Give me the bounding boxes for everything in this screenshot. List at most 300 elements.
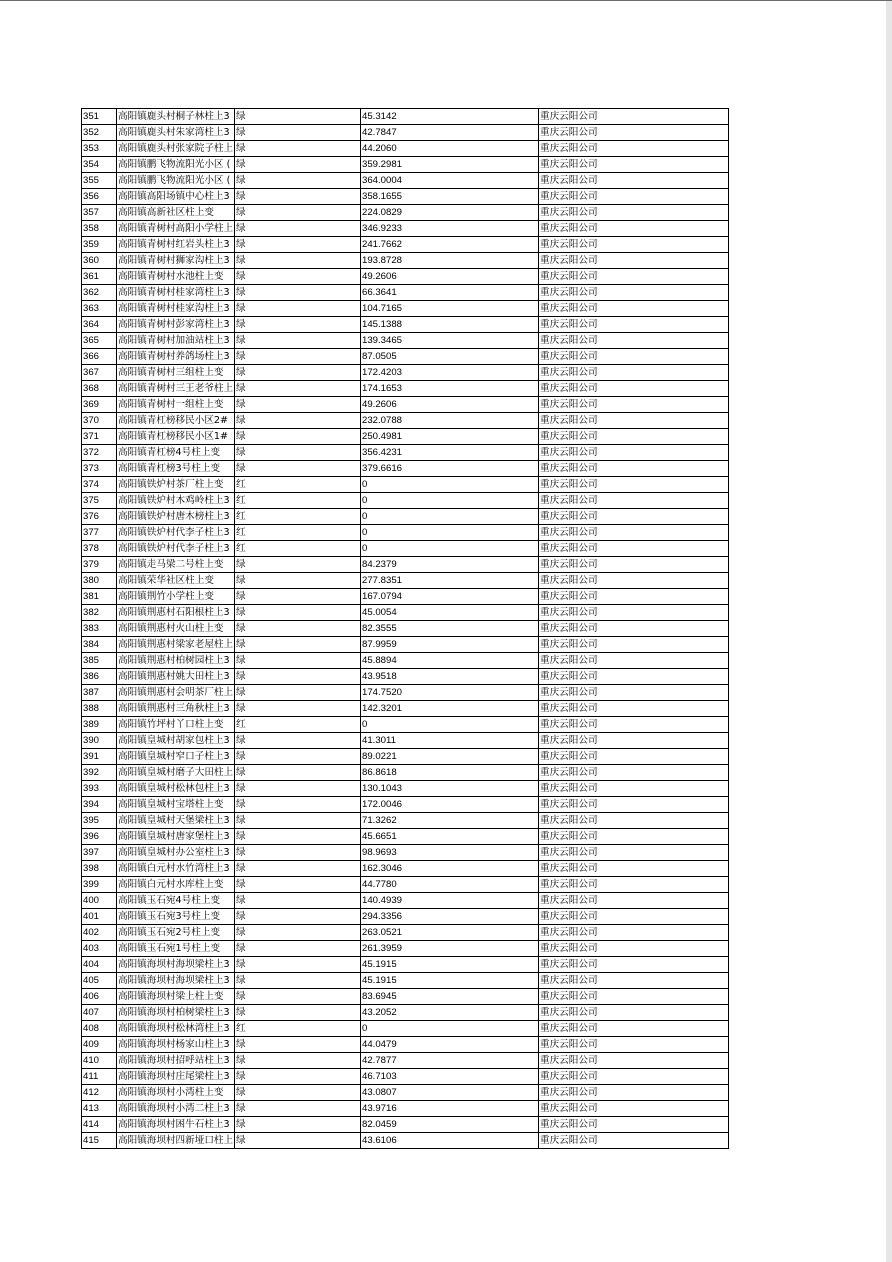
company-cell: 重庆云阳公司 bbox=[539, 317, 729, 333]
row-number-cell: 387 bbox=[82, 685, 117, 701]
table-row bbox=[82, 1053, 729, 1069]
status-color-cell: 绿 bbox=[235, 1053, 361, 1069]
transformer-name-cell: 高阳镇青树村养鸽场柱上3 bbox=[117, 349, 235, 365]
row-number-cell: 400 bbox=[82, 893, 117, 909]
company-cell: 重庆云阳公司 bbox=[539, 253, 729, 269]
row-number-cell: 365 bbox=[82, 333, 117, 349]
status-color-cell: 绿 bbox=[235, 589, 361, 605]
status-color-cell: 绿 bbox=[235, 621, 361, 637]
company-cell: 重庆云阳公司 bbox=[539, 333, 729, 349]
company-cell: 重庆云阳公司 bbox=[539, 189, 729, 205]
status-color-cell: 绿 bbox=[235, 445, 361, 461]
company-cell: 重庆云阳公司 bbox=[539, 1053, 729, 1069]
company-cell: 重庆云阳公司 bbox=[539, 781, 729, 797]
transformer-name-cell: 高阳镇海坝村小湾柱上变 bbox=[117, 1085, 235, 1101]
table-row bbox=[82, 1085, 729, 1101]
company-cell: 重庆云阳公司 bbox=[539, 173, 729, 189]
table-row bbox=[82, 877, 729, 893]
load-value-cell: 174.1653 bbox=[361, 381, 539, 397]
table-row bbox=[82, 445, 729, 461]
row-number-cell: 385 bbox=[82, 653, 117, 669]
row-number-cell: 357 bbox=[82, 205, 117, 221]
row-number-cell: 367 bbox=[82, 365, 117, 381]
table-row bbox=[82, 653, 729, 669]
row-number-cell: 368 bbox=[82, 381, 117, 397]
row-number-cell: 407 bbox=[82, 1005, 117, 1021]
row-number-cell: 377 bbox=[82, 525, 117, 541]
load-value-cell: 45.0054 bbox=[361, 605, 539, 621]
transformer-name-cell: 高阳镇高新社区柱上变 bbox=[117, 205, 235, 221]
table-row bbox=[82, 509, 729, 525]
status-color-cell: 绿 bbox=[235, 925, 361, 941]
table-row bbox=[82, 269, 729, 285]
company-cell: 重庆云阳公司 bbox=[539, 765, 729, 781]
status-color-cell: 绿 bbox=[235, 1069, 361, 1085]
load-value-cell: 43.6106 bbox=[361, 1133, 539, 1149]
transformer-name-cell: 高阳镇皇城村窄口子柱上3 bbox=[117, 749, 235, 765]
company-cell: 重庆云阳公司 bbox=[539, 397, 729, 413]
transformer-name-cell: 高阳镇青杠榜移民小区2# bbox=[117, 413, 235, 429]
company-cell: 重庆云阳公司 bbox=[539, 653, 729, 669]
table-row bbox=[82, 221, 729, 237]
row-number-cell: 403 bbox=[82, 941, 117, 957]
load-value-cell: 45.3142 bbox=[361, 109, 539, 125]
table-row bbox=[82, 205, 729, 221]
status-color-cell: 绿 bbox=[235, 429, 361, 445]
row-number-cell: 414 bbox=[82, 1117, 117, 1133]
load-value-cell: 84.2379 bbox=[361, 557, 539, 573]
status-color-cell: 绿 bbox=[235, 637, 361, 653]
table-row bbox=[82, 365, 729, 381]
table-row bbox=[82, 397, 729, 413]
company-cell: 重庆云阳公司 bbox=[539, 125, 729, 141]
table-row bbox=[82, 189, 729, 205]
table-row bbox=[82, 237, 729, 253]
load-value-cell: 379.6616 bbox=[361, 461, 539, 477]
status-color-cell: 绿 bbox=[235, 557, 361, 573]
transformer-name-cell: 高阳镇鹏飞物流阳光小区 ( bbox=[117, 157, 235, 173]
status-color-cell: 绿 bbox=[235, 1085, 361, 1101]
status-color-cell: 绿 bbox=[235, 989, 361, 1005]
transformer-name-cell: 高阳镇皇城村办公室柱上3 bbox=[117, 845, 235, 861]
transformer-name-cell: 高阳镇海坝村四新垭口柱上 bbox=[117, 1133, 235, 1149]
load-value-cell: 358.1655 bbox=[361, 189, 539, 205]
transformer-name-cell: 高阳镇玉石宛2号柱上变 bbox=[117, 925, 235, 941]
table-row bbox=[82, 733, 729, 749]
company-cell: 重庆云阳公司 bbox=[539, 221, 729, 237]
load-value-cell: 224.0829 bbox=[361, 205, 539, 221]
transformer-name-cell: 高阳镇走马梁二号柱上变 bbox=[117, 557, 235, 573]
company-cell: 重庆云阳公司 bbox=[539, 573, 729, 589]
status-color-cell: 绿 bbox=[235, 141, 361, 157]
status-color-cell: 绿 bbox=[235, 973, 361, 989]
table-row bbox=[82, 893, 729, 909]
row-number-cell: 401 bbox=[82, 909, 117, 925]
status-color-cell: 红 bbox=[235, 717, 361, 733]
transformer-name-cell: 高阳镇海坝村松林湾柱上3 bbox=[117, 1021, 235, 1037]
load-value-cell: 66.3641 bbox=[361, 285, 539, 301]
row-number-cell: 353 bbox=[82, 141, 117, 157]
company-cell: 重庆云阳公司 bbox=[539, 381, 729, 397]
row-number-cell: 409 bbox=[82, 1037, 117, 1053]
company-cell: 重庆云阳公司 bbox=[539, 477, 729, 493]
company-cell: 重庆云阳公司 bbox=[539, 605, 729, 621]
load-value-cell: 167.0794 bbox=[361, 589, 539, 605]
row-number-cell: 355 bbox=[82, 173, 117, 189]
status-color-cell: 绿 bbox=[235, 317, 361, 333]
table-row bbox=[82, 525, 729, 541]
table-row bbox=[82, 925, 729, 941]
load-value-cell: 44.0479 bbox=[361, 1037, 539, 1053]
transformer-name-cell: 高阳镇荆惠村姚大田柱上3 bbox=[117, 669, 235, 685]
status-color-cell: 绿 bbox=[235, 605, 361, 621]
status-color-cell: 绿 bbox=[235, 877, 361, 893]
transformer-name-cell: 高阳镇鹿头村朱家湾柱上3 bbox=[117, 125, 235, 141]
status-color-cell: 绿 bbox=[235, 109, 361, 125]
table-row bbox=[82, 765, 729, 781]
company-cell: 重庆云阳公司 bbox=[539, 733, 729, 749]
load-value-cell: 49.2606 bbox=[361, 269, 539, 285]
status-color-cell: 绿 bbox=[235, 733, 361, 749]
load-value-cell: 172.4203 bbox=[361, 365, 539, 381]
transformer-name-cell: 高阳镇青树村水池柱上变 bbox=[117, 269, 235, 285]
transformer-name-cell: 高阳镇荆惠村会明茶厂柱上 bbox=[117, 685, 235, 701]
row-number-cell: 372 bbox=[82, 445, 117, 461]
table-row bbox=[82, 285, 729, 301]
company-cell: 重庆云阳公司 bbox=[539, 429, 729, 445]
transformer-name-cell: 高阳镇青树村彭家湾柱上3 bbox=[117, 317, 235, 333]
load-value-cell: 174.7520 bbox=[361, 685, 539, 701]
transformer-name-cell: 高阳镇皇城村天堡梁柱上3 bbox=[117, 813, 235, 829]
company-cell: 重庆云阳公司 bbox=[539, 941, 729, 957]
transformer-name-cell: 高阳镇青树村桂家湾柱上3 bbox=[117, 285, 235, 301]
load-value-cell: 0 bbox=[361, 493, 539, 509]
status-color-cell: 绿 bbox=[235, 333, 361, 349]
company-cell: 重庆云阳公司 bbox=[539, 365, 729, 381]
table-row bbox=[82, 461, 729, 477]
load-value-cell: 43.2052 bbox=[361, 1005, 539, 1021]
status-color-cell: 绿 bbox=[235, 813, 361, 829]
load-value-cell: 44.7780 bbox=[361, 877, 539, 893]
load-value-cell: 145.1388 bbox=[361, 317, 539, 333]
table-row bbox=[82, 957, 729, 973]
transformer-name-cell: 高阳镇海坝村杨家山柱上3 bbox=[117, 1037, 235, 1053]
load-value-cell: 71.3262 bbox=[361, 813, 539, 829]
transformer-name-cell: 高阳镇海坝村梁上柱上变 bbox=[117, 989, 235, 1005]
company-cell: 重庆云阳公司 bbox=[539, 157, 729, 173]
table-row bbox=[82, 861, 729, 877]
transformer-name-cell: 高阳镇荆竹小学柱上变 bbox=[117, 589, 235, 605]
company-cell: 重庆云阳公司 bbox=[539, 461, 729, 477]
company-cell: 重庆云阳公司 bbox=[539, 1069, 729, 1085]
load-value-cell: 42.7847 bbox=[361, 125, 539, 141]
table-row bbox=[82, 301, 729, 317]
transformer-name-cell: 高阳镇荆惠村柏树园柱上3 bbox=[117, 653, 235, 669]
table-row bbox=[82, 109, 729, 125]
transformer-name-cell: 高阳镇青杠榜3号柱上变 bbox=[117, 461, 235, 477]
company-cell: 重庆云阳公司 bbox=[539, 301, 729, 317]
transformer-name-cell: 高阳镇铁炉村代李子柱上3 bbox=[117, 541, 235, 557]
table-row bbox=[82, 349, 729, 365]
transformer-name-cell: 高阳镇青树村一组柱上变 bbox=[117, 397, 235, 413]
table-row bbox=[82, 413, 729, 429]
status-color-cell: 绿 bbox=[235, 285, 361, 301]
transformer-name-cell: 高阳镇铁炉村茶厂柱上变 bbox=[117, 477, 235, 493]
load-value-cell: 41.3011 bbox=[361, 733, 539, 749]
status-color-cell: 绿 bbox=[235, 845, 361, 861]
row-number-cell: 362 bbox=[82, 285, 117, 301]
status-color-cell: 绿 bbox=[235, 685, 361, 701]
load-value-cell: 359.2981 bbox=[361, 157, 539, 173]
transformer-name-cell: 高阳镇海坝村柏树梁柱上3 bbox=[117, 1005, 235, 1021]
status-color-cell: 绿 bbox=[235, 205, 361, 221]
transformer-name-cell: 高阳镇海坝村海坝梁柱上3 bbox=[117, 957, 235, 973]
table-row bbox=[82, 141, 729, 157]
company-cell: 重庆云阳公司 bbox=[539, 349, 729, 365]
table-row bbox=[82, 845, 729, 861]
table-row bbox=[82, 813, 729, 829]
load-value-cell: 241.7662 bbox=[361, 237, 539, 253]
company-cell: 重庆云阳公司 bbox=[539, 861, 729, 877]
load-value-cell: 193.8728 bbox=[361, 253, 539, 269]
load-value-cell: 139.3465 bbox=[361, 333, 539, 349]
row-number-cell: 378 bbox=[82, 541, 117, 557]
table-row bbox=[82, 973, 729, 989]
load-value-cell: 104.7165 bbox=[361, 301, 539, 317]
table-row bbox=[82, 781, 729, 797]
row-number-cell: 382 bbox=[82, 605, 117, 621]
company-cell: 重庆云阳公司 bbox=[539, 877, 729, 893]
row-number-cell: 413 bbox=[82, 1101, 117, 1117]
transformer-name-cell: 高阳镇海坝村小湾二柱上3 bbox=[117, 1101, 235, 1117]
row-number-cell: 381 bbox=[82, 589, 117, 605]
transformer-name-cell: 高阳镇青树村桂家沟柱上3 bbox=[117, 301, 235, 317]
company-cell: 重庆云阳公司 bbox=[539, 509, 729, 525]
status-color-cell: 绿 bbox=[235, 909, 361, 925]
row-number-cell: 399 bbox=[82, 877, 117, 893]
table-row bbox=[82, 1101, 729, 1117]
transformer-name-cell: 高阳镇皇城村胡家包柱上3 bbox=[117, 733, 235, 749]
status-color-cell: 绿 bbox=[235, 413, 361, 429]
row-number-cell: 354 bbox=[82, 157, 117, 173]
row-number-cell: 389 bbox=[82, 717, 117, 733]
row-number-cell: 363 bbox=[82, 301, 117, 317]
load-value-cell: 89.0221 bbox=[361, 749, 539, 765]
company-cell: 重庆云阳公司 bbox=[539, 637, 729, 653]
load-value-cell: 0 bbox=[361, 541, 539, 557]
transformer-name-cell: 高阳镇玉石宛3号柱上变 bbox=[117, 909, 235, 925]
row-number-cell: 388 bbox=[82, 701, 117, 717]
transformer-name-cell: 高阳镇皇城村宝塔柱上变 bbox=[117, 797, 235, 813]
row-number-cell: 411 bbox=[82, 1069, 117, 1085]
row-number-cell: 415 bbox=[82, 1133, 117, 1149]
table-row bbox=[82, 381, 729, 397]
company-cell: 重庆云阳公司 bbox=[539, 701, 729, 717]
company-cell: 重庆云阳公司 bbox=[539, 557, 729, 573]
transformer-name-cell: 高阳镇鹿头村张家院子柱上 bbox=[117, 141, 235, 157]
transformer-name-cell: 高阳镇铁炉村唐木榜柱上3 bbox=[117, 509, 235, 525]
company-cell: 重庆云阳公司 bbox=[539, 237, 729, 253]
load-value-cell: 0 bbox=[361, 717, 539, 733]
row-number-cell: 391 bbox=[82, 749, 117, 765]
status-color-cell: 绿 bbox=[235, 349, 361, 365]
status-color-cell: 绿 bbox=[235, 1117, 361, 1133]
load-value-cell: 43.0807 bbox=[361, 1085, 539, 1101]
status-color-cell: 绿 bbox=[235, 765, 361, 781]
status-color-cell: 绿 bbox=[235, 365, 361, 381]
status-color-cell: 红 bbox=[235, 477, 361, 493]
company-cell: 重庆云阳公司 bbox=[539, 797, 729, 813]
status-color-cell: 绿 bbox=[235, 237, 361, 253]
status-color-cell: 绿 bbox=[235, 893, 361, 909]
table-row bbox=[82, 1117, 729, 1133]
load-value-cell: 0 bbox=[361, 477, 539, 493]
load-value-cell: 130.1043 bbox=[361, 781, 539, 797]
company-cell: 重庆云阳公司 bbox=[539, 1085, 729, 1101]
row-number-cell: 402 bbox=[82, 925, 117, 941]
status-color-cell: 红 bbox=[235, 1021, 361, 1037]
table-row bbox=[82, 125, 729, 141]
company-cell: 重庆云阳公司 bbox=[539, 669, 729, 685]
company-cell: 重庆云阳公司 bbox=[539, 973, 729, 989]
load-value-cell: 45.8894 bbox=[361, 653, 539, 669]
row-number-cell: 373 bbox=[82, 461, 117, 477]
load-value-cell: 82.0459 bbox=[361, 1117, 539, 1133]
load-value-cell: 87.0505 bbox=[361, 349, 539, 365]
status-color-cell: 红 bbox=[235, 525, 361, 541]
table-row bbox=[82, 605, 729, 621]
table-row bbox=[82, 477, 729, 493]
load-value-cell: 49.2606 bbox=[361, 397, 539, 413]
status-color-cell: 绿 bbox=[235, 397, 361, 413]
row-number-cell: 370 bbox=[82, 413, 117, 429]
status-color-cell: 红 bbox=[235, 541, 361, 557]
table-row bbox=[82, 1069, 729, 1085]
company-cell: 重庆云阳公司 bbox=[539, 1021, 729, 1037]
status-color-cell: 绿 bbox=[235, 125, 361, 141]
row-number-cell: 374 bbox=[82, 477, 117, 493]
table-row bbox=[82, 541, 729, 557]
row-number-cell: 404 bbox=[82, 957, 117, 973]
load-value-cell: 263.0521 bbox=[361, 925, 539, 941]
row-number-cell: 397 bbox=[82, 845, 117, 861]
table-row bbox=[82, 317, 729, 333]
transformer-name-cell: 高阳镇青树村加油站柱上3 bbox=[117, 333, 235, 349]
status-color-cell: 红 bbox=[235, 509, 361, 525]
transformer-name-cell: 高阳镇玉石宛1号柱上变 bbox=[117, 941, 235, 957]
row-number-cell: 371 bbox=[82, 429, 117, 445]
status-color-cell: 绿 bbox=[235, 797, 361, 813]
company-cell: 重庆云阳公司 bbox=[539, 1005, 729, 1021]
load-value-cell: 232.0788 bbox=[361, 413, 539, 429]
transformer-name-cell: 高阳镇皇城村唐家堡柱上3 bbox=[117, 829, 235, 845]
table-row bbox=[82, 493, 729, 509]
status-color-cell: 绿 bbox=[235, 189, 361, 205]
table-row bbox=[82, 557, 729, 573]
table-row bbox=[82, 1133, 729, 1149]
transformer-name-cell: 高阳镇高阳场镇中心柱上3 bbox=[117, 189, 235, 205]
row-number-cell: 376 bbox=[82, 509, 117, 525]
status-color-cell: 绿 bbox=[235, 221, 361, 237]
company-cell: 重庆云阳公司 bbox=[539, 925, 729, 941]
row-number-cell: 405 bbox=[82, 973, 117, 989]
company-cell: 重庆云阳公司 bbox=[539, 413, 729, 429]
table-row bbox=[82, 1021, 729, 1037]
table-row bbox=[82, 749, 729, 765]
load-value-cell: 356.4231 bbox=[361, 445, 539, 461]
row-number-cell: 406 bbox=[82, 989, 117, 1005]
company-cell: 重庆云阳公司 bbox=[539, 685, 729, 701]
row-number-cell: 393 bbox=[82, 781, 117, 797]
table-row bbox=[82, 685, 729, 701]
status-color-cell: 绿 bbox=[235, 173, 361, 189]
transformer-name-cell: 高阳镇荆惠村火山柱上变 bbox=[117, 621, 235, 637]
row-number-cell: 364 bbox=[82, 317, 117, 333]
transformer-name-cell: 高阳镇荆惠村梁家老屋柱上 bbox=[117, 637, 235, 653]
company-cell: 重庆云阳公司 bbox=[539, 493, 729, 509]
table-row bbox=[82, 429, 729, 445]
status-color-cell: 绿 bbox=[235, 269, 361, 285]
table-row bbox=[82, 637, 729, 653]
load-value-cell: 277.8351 bbox=[361, 573, 539, 589]
status-color-cell: 绿 bbox=[235, 861, 361, 877]
row-number-cell: 359 bbox=[82, 237, 117, 253]
table-row bbox=[82, 333, 729, 349]
row-number-cell: 383 bbox=[82, 621, 117, 637]
transformer-name-cell: 高阳镇青树村三王老爷柱上 bbox=[117, 381, 235, 397]
table-row bbox=[82, 909, 729, 925]
load-value-cell: 162.3046 bbox=[361, 861, 539, 877]
load-value-cell: 42.7877 bbox=[361, 1053, 539, 1069]
company-cell: 重庆云阳公司 bbox=[539, 829, 729, 845]
status-color-cell: 绿 bbox=[235, 1101, 361, 1117]
load-value-cell: 0 bbox=[361, 1021, 539, 1037]
load-value-cell: 45.1915 bbox=[361, 973, 539, 989]
company-cell: 重庆云阳公司 bbox=[539, 813, 729, 829]
company-cell: 重庆云阳公司 bbox=[539, 205, 729, 221]
transformer-name-cell: 高阳镇荆惠村石阳根柱上3 bbox=[117, 605, 235, 621]
company-cell: 重庆云阳公司 bbox=[539, 525, 729, 541]
status-color-cell: 红 bbox=[235, 493, 361, 509]
load-value-cell: 250.4981 bbox=[361, 429, 539, 445]
row-number-cell: 386 bbox=[82, 669, 117, 685]
table-row bbox=[82, 829, 729, 845]
row-number-cell: 360 bbox=[82, 253, 117, 269]
company-cell: 重庆云阳公司 bbox=[539, 1133, 729, 1149]
transformer-name-cell: 高阳镇青树村红岩头柱上3 bbox=[117, 237, 235, 253]
status-color-cell: 绿 bbox=[235, 701, 361, 717]
company-cell: 重庆云阳公司 bbox=[539, 541, 729, 557]
load-value-cell: 44.2060 bbox=[361, 141, 539, 157]
row-number-cell: 351 bbox=[82, 109, 117, 125]
company-cell: 重庆云阳公司 bbox=[539, 269, 729, 285]
transformer-name-cell: 高阳镇海坝村庄尾梁柱上3 bbox=[117, 1069, 235, 1085]
row-number-cell: 352 bbox=[82, 125, 117, 141]
table-row bbox=[82, 701, 729, 717]
row-number-cell: 358 bbox=[82, 221, 117, 237]
table-row bbox=[82, 253, 729, 269]
transformer-name-cell: 高阳镇海坝村招呼站柱上3 bbox=[117, 1053, 235, 1069]
company-cell: 重庆云阳公司 bbox=[539, 445, 729, 461]
load-value-cell: 45.1915 bbox=[361, 957, 539, 973]
company-cell: 重庆云阳公司 bbox=[539, 589, 729, 605]
transformer-name-cell: 高阳镇青树村三组柱上变 bbox=[117, 365, 235, 381]
company-cell: 重庆云阳公司 bbox=[539, 717, 729, 733]
table-body bbox=[82, 109, 729, 1149]
company-cell: 重庆云阳公司 bbox=[539, 285, 729, 301]
transformer-name-cell: 高阳镇竹坪村丫口柱上变 bbox=[117, 717, 235, 733]
row-number-cell: 395 bbox=[82, 813, 117, 829]
